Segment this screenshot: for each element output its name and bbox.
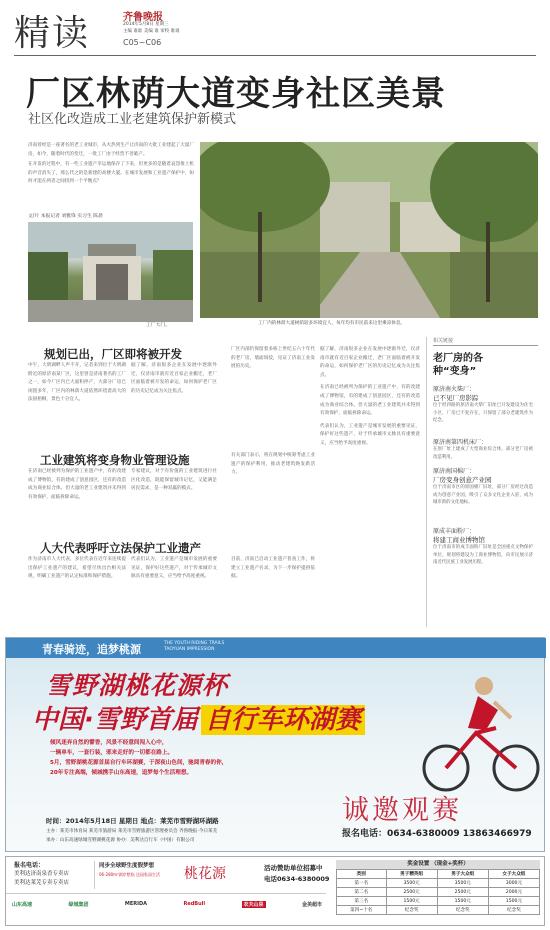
section-2-col-3: 有关部门表示，将在规划中统筹考虑工业遗产的保护利用，推动老建筑焕发新活力。: [231, 453, 315, 476]
table-row: [337, 888, 540, 897]
table-cell: 2000元: [488, 888, 539, 897]
section-3-col-3: 目前，济南已启动工业遗产普查工作，将建立工业遗产名录，为下一步保护提供依据。: [231, 557, 315, 580]
section-1-col-2: 据了解，济南很多企业在发展中逐渐外迁，仅济南市就有近百家企业搬迁，老厂区面临着被开发的命运，如何保护老厂区的历史记忆成为关注焦点。: [131, 363, 217, 394]
sidebar-item-sub: 已不见厂房影踪: [433, 394, 479, 402]
ad-slogan: [50, 738, 227, 778]
ad-banner-english: THE YOUTH RIDING TRAILS TAOYUAN IMPRESSION: [164, 641, 225, 652]
ad-phone-number: 0634-6380009 13863466979: [387, 829, 532, 839]
section-heading-2: 工业建筑将变身物业管理设施: [40, 453, 190, 467]
ad-slogan-line: 一辆单车，一套行装，邪来走好的一切都在路上。: [50, 750, 174, 756]
sponsor-logo: 金美超市: [301, 902, 322, 908]
sidebar-item: [433, 526, 538, 590]
ad-phone: [342, 826, 532, 839]
avenue-image: [200, 142, 538, 318]
byline: 文/片 本报记者 刘雅锋 实习生 陈晨: [28, 214, 103, 219]
table-row: [337, 879, 540, 888]
table-cell: 纪念奖: [386, 906, 437, 915]
continuation-text-2: 在济南已经被列为保护的工业遗产中，有的改建成了博物馆，有的建成了创意园区，还有的改造成为商业综合体。但大量的老工业建筑并未得到有效保护，面临拆除命运。: [320, 385, 420, 417]
table-cell: 第二名: [337, 888, 387, 897]
sponsor-logo: 农夫山泉: [243, 902, 264, 908]
table-header: 男子精英组: [386, 870, 437, 879]
reg-title: 报名电话：: [14, 862, 45, 869]
table-header-row: [337, 870, 540, 879]
sidebar-item-label: 原济南第四机床厂：: [433, 439, 488, 446]
section-heading-3: 人大代表呼吁立法保护工业遗产: [40, 541, 201, 555]
table-cell: 2500元: [386, 888, 437, 897]
sidebar-item: [433, 384, 538, 433]
sponsor-logo: MERIDA: [124, 901, 148, 907]
ad-phone-label: 报名电话：: [342, 829, 388, 839]
ad-slogan-line: 20年专注高端，倾城携手山东高速，追梦每个生活理想。: [50, 770, 193, 776]
ad-time: 时间：2014年5月18日 星期日 地点：莱芜市雪野湖环湖路: [46, 817, 219, 825]
ad-banner-text: 青春骑迹，追梦桃源: [42, 643, 141, 656]
sidebar-item-label: 原济南火柴厂：: [433, 386, 476, 393]
table-header: 女子大众组: [488, 870, 539, 879]
table-header: 类别: [337, 870, 387, 879]
header-date: 2014年5月8日 星期三: [123, 22, 169, 27]
ad-slogan-line: 5月，雪野湖桃花源首届自行车环湖赛，于深夜山色间，驰阅青春的你，: [50, 760, 228, 766]
photo-caption-2: 工厂内的林荫大道树荫较多环境宜人，每年均有市民前来这里乘凉休息。: [258, 321, 406, 326]
ad-title-1: 雪野湖桃花源杯: [46, 671, 229, 700]
continuation-text-3: 代表们认为，工业遗产是城市发展的重要见证，保护好这些遗产，对于传承城市文脉具有重要意义，应当给予高度重视。: [320, 423, 420, 446]
prize-grid: [336, 869, 540, 915]
table-row: [337, 906, 540, 915]
section-name: 精读: [14, 13, 91, 54]
promo-subtext: 06-280m²湖岸墅临 送园私园生活: [99, 872, 160, 877]
table-cell: 1500元: [488, 897, 539, 906]
section-1-col-3: 厂区内部仍保留着多栋上世纪五六十年代的老厂房，墙面斑驳，见证了济南工业发展的历史。: [231, 347, 315, 370]
ad-title-2-a: 中国·雪野首届: [32, 705, 198, 735]
table-cell: 2500元: [437, 888, 488, 897]
section-heading-1: 规划已出，厂区即将被开发: [44, 347, 182, 361]
sponsor-logo: RedBull: [183, 901, 206, 907]
factory-gate-image: [28, 222, 193, 322]
table-cell: 纪念奖: [437, 906, 488, 915]
sidebar-item-text: 位于济南市区的原国棉厂旧址，部分厂房经过改造成为创意产业园，吸引了众多文化企业入驻，成为城市新的文化地标。: [433, 485, 533, 506]
table-row: [337, 897, 540, 906]
sidebar-item: [433, 466, 538, 522]
sidebar-item-sub: 厂房变身创意产业园: [433, 476, 492, 484]
table-cell: 3500元: [386, 879, 437, 888]
table-cell: 1500元: [437, 897, 488, 906]
prize-table: [336, 860, 540, 915]
page-range: C05~C06: [123, 38, 162, 47]
headline: 厂区林荫大道变身社区美景: [26, 74, 446, 114]
cyclist-illustration: [376, 658, 546, 798]
lead-paragraph: [28, 142, 194, 204]
avenue-photo: [200, 142, 538, 318]
table-cell: 第四~十名: [337, 906, 387, 915]
sponsor-recruit: 活动赞助单位招募中: [264, 864, 323, 872]
sidebar-item-text: 在原厂址上建成了大型商业综合体，部分老厂房被改造利用。: [433, 447, 533, 460]
article-continuation: [320, 346, 420, 624]
continuation-text-1: 据了解，济南很多企业在发展中逐渐外迁，仅济南市就有近百家企业搬迁，老厂区面临着被开发的命运，如何保护老厂区的历史记忆成为关注焦点。: [320, 347, 420, 378]
table-cell: 纪念奖: [488, 906, 539, 915]
sidebar-item-text: 位于济南市的成丰面粉厂旧址是全国重点文物保护单位，规划将建设为工商业博物馆，向市民展示济南近代民族工业发展历程。: [433, 545, 533, 566]
newspaper-logo: 齐鲁晚报: [123, 12, 163, 23]
section-title: [14, 5, 90, 56]
sidebar-item-label: 原成丰面粉厂：: [433, 528, 476, 535]
ad-title-2-b: 自行车环湖赛: [201, 705, 365, 735]
sponsor-phone: 电话0634-6380009: [264, 875, 330, 883]
table-cell: 第三名: [337, 897, 387, 906]
factory-gate-photo: [28, 222, 193, 322]
ad-organizer: 承办：山东高速绿城雪野湖桃花源 协办：美利达自行车（中国）有限公司: [46, 838, 195, 843]
section-3-col-2: 代表们认为，工业遗产是城市发展的重要见证，保护好这些遗产，对于传承城市文脉具有重要意义，应当给予高度重视。: [131, 557, 217, 580]
ad-slogan-line: 倾风迷弃自然的譬香，风景不经意间闯入心中，: [50, 740, 168, 746]
section-2-col-1: 在济南已经被列为保护的工业遗产中，有的改建成了博物馆，有的建成了创意园区，还有的改造成为商业综合体。但大量的老工业建筑并未得到有效保护，面临拆除命运。: [28, 469, 126, 500]
subheadline: 社区化改造成工业老建筑保护新模式: [28, 112, 237, 127]
section-1-col-1: 中午，大明湖畔人声不开，记者来到位于大明湖附近的原济南某厂区，这里曾是济南著名的工厂之一，如今厂区内已大面积停产，大部分厂房已闲置多年，厂区内的林荫大道依然环绕着高大的法国梧桐，景色十分宜人。: [28, 363, 126, 403]
sidebar-item: [433, 437, 538, 462]
ad-invite: 诚邀观赛: [342, 795, 462, 826]
table-cell: 1500元: [386, 897, 437, 906]
promo-text: 同步全球野生度假梦想: [99, 863, 155, 869]
lead-text-2: 在开发的过程中，有一些工业遗产幸运地保存了下来，但更多的是随着哀怨推土机的声音消失了，那么代之的是新建的高楼大厦。在城市发展和工业遗产保护中，如何才能在两者之间找到一个平衡点？: [28, 162, 194, 185]
reg-store-2: 美利达莱芜专卖专卖店: [14, 880, 70, 886]
table-cell: 第一名: [337, 879, 387, 888]
sidebar-item-sub: 将建工商业博物馆: [433, 536, 485, 544]
sponsor-logo: 绿城集团: [68, 902, 89, 908]
promo-block: [94, 861, 162, 889]
sponsor-logo: 山东高速: [12, 902, 33, 908]
sidebar: [426, 337, 538, 627]
reg-store-1: 美利达济南泉香专卖店: [14, 871, 70, 877]
photo-caption-1: 工厂大门。: [146, 323, 170, 328]
bike-race-ad: [5, 637, 545, 852]
sidebar-item-text: 位于经四路的原济南火柴厂旧址已开发建设为住宅小区，厂房已不复存在，只保留了部分老建筑作为纪念。: [433, 403, 533, 424]
sidebar-item-label: 原济南国棉厂：: [433, 468, 476, 475]
section-3-col-1: 作为济南市人大代表，多位代表在近年来连续提出保护工业遗产的建议，希望尽快出台相关法规，明确工业遗产的认定标准和保护措施。: [28, 557, 126, 580]
table-cell: 3000元: [488, 879, 539, 888]
sidebar-tag: 相关链接: [433, 337, 538, 346]
table-header: 男子大众组: [437, 870, 488, 879]
lead-text: 济南曾经是一座著名的老工业城市，从火热到生产让济南的大批工业建起了大量厂房，如今，随着时代的变迁，一批工厂由于经营不善破产。: [28, 143, 194, 157]
table-cell: 3500元: [437, 879, 488, 888]
section-2-col-2: 专家建议，对于有价值的工业建筑进行社区化改造，既能保留城市记忆，又能满足居民需求，是一种双赢的模式。: [131, 469, 217, 492]
sponsor-logos: [12, 901, 322, 908]
ad-title-2: [32, 699, 365, 736]
header-editors: 主编 谁谁 美编 谁 审校 谁谁: [123, 29, 180, 34]
ad-footer: [5, 856, 545, 926]
brand-logo: 桃花源: [184, 866, 226, 882]
prize-table-title: 奖金设置 （现金+奖杯）: [336, 860, 540, 869]
ad-host: 主办：莱芜市体育局 莱芜市旅游局 莱芜市雪野旅游区管理委员会 齐鲁晚报·今日莱芜: [46, 829, 218, 834]
sidebar-title: 老厂房的各种“变身”: [433, 353, 483, 377]
